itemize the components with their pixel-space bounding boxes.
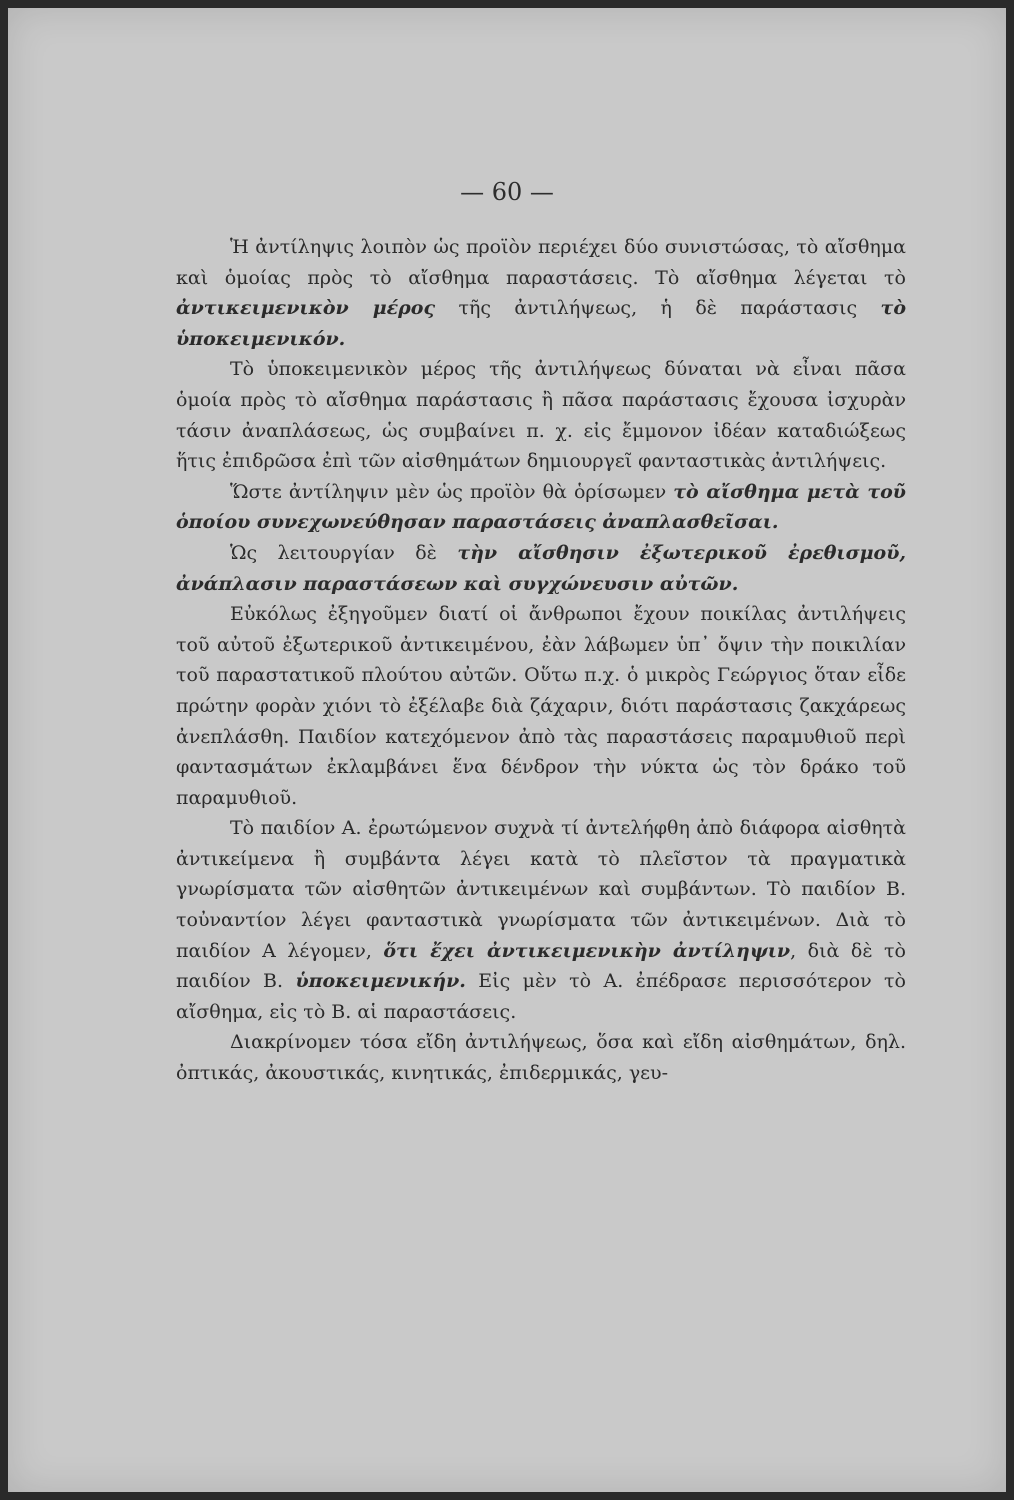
- text-run: τῆς ἀντιλήψεως, ἡ δὲ παράστασις: [435, 297, 881, 320]
- text-run: , διὰ δὲ τὸ παιδίον Β.: [176, 939, 906, 993]
- paragraph-4: [176, 538, 906, 599]
- emphasis-run: ἀντικειμενικὸν μέρος: [176, 297, 436, 320]
- paragraph-3: [176, 477, 906, 538]
- paragraph-1: [176, 232, 906, 354]
- page-number: — 60 —: [460, 178, 554, 206]
- text-run: Εἰς μὲν τὸ Α. ἐπέδρασε περισσότερον τὸ αἴσθημα, εἰς τὸ Β. αἱ παραστάσεις.: [176, 970, 906, 1023]
- emphasis-run: ὑποκειμενικήν.: [295, 970, 466, 993]
- paragraph-5: Εὐκόλως ἐξηγοῦμεν διατί οἱ ἄνθρωποι ἔχουν ποικίλας ἀντιλήψεις τοῦ αὐτοῦ ἐξωτερικοῦ ἀντικειμένου, ἐὰν λάβωμεν ὑπ᾿ ὄψιν τὴν ποικιλίαν τοῦ παραστατικοῦ πλούτου αὐτῶν. Οὕτω π.χ. ὁ μικρὸς Γεώργιος ὅταν εἶδε πρώτην φορὰν χιόνι τὸ ἐξέλαβε διὰ ζάχαριν, διότι παράστασις ζακχάρεως ἀνεπλάσθη. Παιδίον κατεχόμενον ἀπὸ τὰς παραστάσεις παραμυθιοῦ περὶ φαντασμάτων ἐκλαμβάνει ἕνα δένδρον τὴν νύκτα ὡς τὸν δράκο τοῦ παραμυθιοῦ.: [176, 603, 906, 809]
- text-run: Ἡ ἀντίληψις λοιπὸν ὡς προϊὸν περιέχει δύο συνιστώσας, τὸ αἴσθημα καὶ ὁμοίας πρὸς τὸ αἴσθημα παραστάσεις. Τὸ αἴσθημα λέγεται τὸ: [176, 236, 906, 289]
- text-run: Ὡς λειτουργίαν δὲ: [230, 541, 458, 564]
- emphasis-run: τὴν αἴσθησιν ἐξωτερικοῦ ἐρεθισμοῦ, ἀνάπλασιν παραστάσεων καὶ συγχώνευσιν αὐτῶν.: [176, 541, 906, 595]
- paragraph-2: Τὸ ὑποκειμενικὸν μέρος τῆς ἀντιλήψεως δύναται νὰ εἶναι πᾶσα ὁμοία πρὸς τὸ αἴσθημα παράστασις ἢ πᾶσα παράστασις ἔχουσα ἰσχυρὰν τάσιν ἀναπλάσεως, ὡς συμβαίνει π. χ. εἰς ἔμμονον ἰδέαν καταδιώξεως ἥτις ἐπιδρῶσα ἐπὶ τῶν αἰσθημάτων δημιουργεῖ φανταστικὰς ἀντιλήψεις.: [176, 358, 906, 473]
- paragraph-7: Διακρίνομεν τόσα εἴδη ἀντιλήψεως, ὅσα καὶ εἴδη αἰσθημάτων, δηλ. ὀπτικάς, ἀκουστικάς, κινητικάς, ἐπιδερμικάς, γευ-: [176, 1031, 906, 1085]
- emphasis-run: τὸ αἴσθημα μετὰ τοῦ ὁποίου συνεχωνεύθησαν παραστάσεις ἀναπλασθεῖσαι.: [176, 480, 906, 534]
- text-run: Τὸ παιδίον Α. ἐρωτώμενον συχνὰ τί ἀντελήφθη ἀπὸ διάφορα αἰσθητὰ ἀντικείμενα ἢ συμβάντα λέγει κατὰ τὸ πλεῖστον τὰ πραγματικὰ γνωρίσματα τῶν αἰσθητῶν ἀντικειμένων καὶ συμβάντων. Τὸ παιδίον Β. τοὐναντίον λέγει φανταστικὰ γνωρίσματα τῶν ἀντικειμένων. Διὰ τὸ παιδίον Α λέγομεν,: [176, 817, 906, 962]
- emphasis-run: ὅτι ἔχει ἀντικειμενικὴν ἀντίληψιν: [383, 939, 791, 962]
- emphasis-run: τὸ ὑποκειμενικόν.: [176, 297, 906, 350]
- paragraph-6: [176, 813, 906, 1027]
- body-text: [176, 232, 906, 1089]
- text-run: Ὥστε ἀντίληψιν μὲν ὡς προϊὸν θὰ ὁρίσωμεν: [230, 480, 674, 503]
